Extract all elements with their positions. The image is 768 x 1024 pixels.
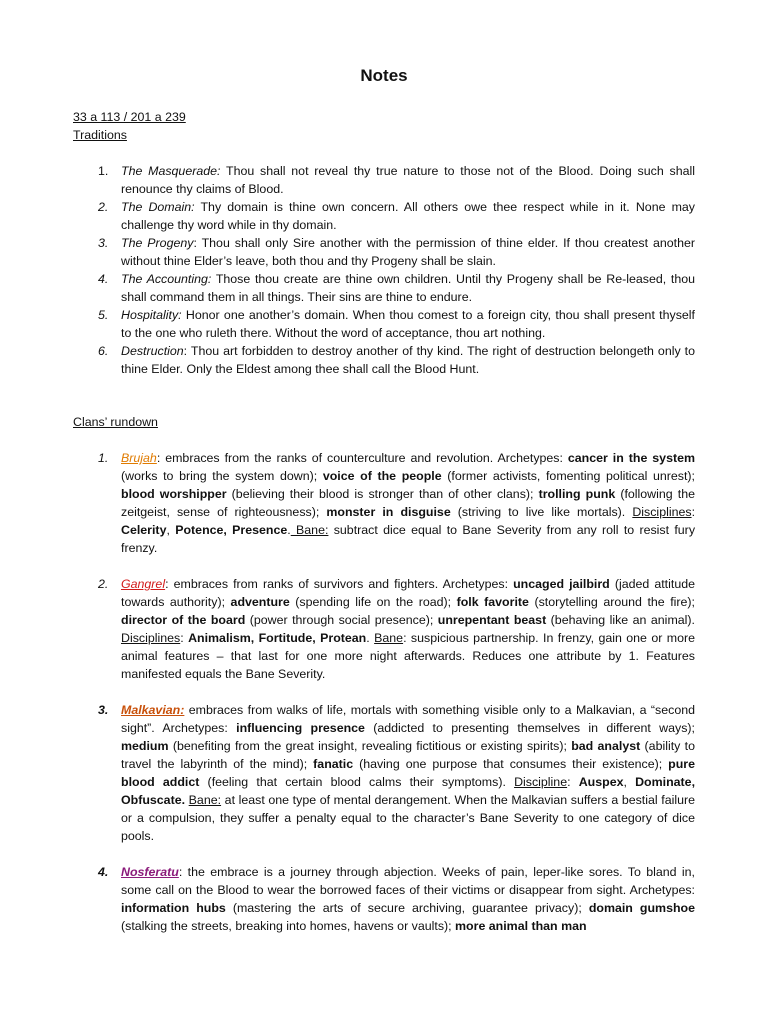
clan-text: : bbox=[567, 775, 579, 789]
clan-malkavian bbox=[73, 701, 695, 845]
page-title: Notes bbox=[360, 66, 408, 85]
tradition-text: Thou shall not reveal thy true nature to those not of the Blood. Doing such shall renounce thy claims of Blood. bbox=[121, 164, 695, 196]
archetype: director of the board bbox=[121, 613, 246, 627]
tradition-text: : Thou art forbidden to destroy another of thy kind. The right of destruction belongeth only to thine Elder. Only the Eldest among thee shall call the Blood Hunt. bbox=[121, 344, 695, 376]
clan-name: Brujah bbox=[121, 451, 157, 465]
tradition-item bbox=[73, 234, 695, 270]
disciplines-label: Disciplines bbox=[632, 505, 692, 519]
clan-text: (behaving like an animal). bbox=[546, 613, 695, 627]
discipline: Dominate, Obfuscate. bbox=[121, 775, 696, 807]
bane-label: Bane bbox=[374, 631, 404, 645]
tradition-item bbox=[73, 270, 695, 306]
tradition-name: The Progeny bbox=[121, 236, 194, 250]
clan-text: (works to bring the system down); bbox=[121, 469, 323, 483]
disciplines-label: Discipline bbox=[514, 775, 568, 789]
clan-text: (spending life on the road); bbox=[289, 595, 457, 609]
tradition-text: Honor one another’s domain. When thou comest to a foreign city, thou shall present thyself to the one who ruleth there. Without the word of acceptance, thou art nothing. bbox=[121, 308, 695, 340]
clan-text: subtract dice equal to Bane Severity from any roll to resist fury frenzy. bbox=[121, 523, 696, 555]
archetype: voice of the people bbox=[322, 469, 442, 483]
bane-label: Bane: bbox=[290, 523, 329, 537]
clan-name: Gangrel bbox=[121, 577, 166, 591]
clan-text: (feeling that certain blood calms their symptoms). bbox=[199, 775, 515, 789]
tradition-name: The Masquerade: bbox=[121, 164, 221, 178]
clan-text: (following the zeitgeist, sense of righteousness); bbox=[121, 487, 695, 519]
clan-text: (ability to travel the labyrinth of the mind); bbox=[121, 739, 695, 771]
tradition-name: The Accounting: bbox=[121, 272, 212, 286]
tradition-text: Thy domain is thine own concern. All others owe thee respect while in it. None may challenge thy word while in thy domain. bbox=[121, 200, 695, 232]
clan-text: : suspicious partnership. In frenzy, gain one or more animal features – that last for one more night afterwards. Reduces one attribute by 1. Features manifested equals the Bane Severity. bbox=[121, 631, 696, 681]
clan-text: (former activists, fomenting political unrest); bbox=[441, 469, 696, 483]
clan-number: 4. bbox=[98, 865, 109, 879]
clan-gangrel bbox=[73, 575, 695, 683]
archetype: information hubs bbox=[121, 901, 226, 915]
archetype: blood worshipper bbox=[121, 487, 227, 501]
archetype: uncaged jailbird bbox=[513, 577, 610, 591]
clan-text: at least one type of mental derangement. When the Malkavian suffers a bestial failure or a compulsion, they suffer a penalty equal to the character’s Bane Severity to one category of dice pools. bbox=[121, 793, 695, 843]
archetype: pure blood addict bbox=[121, 757, 695, 789]
traditions-list bbox=[73, 162, 695, 378]
clan-number: 3. bbox=[98, 703, 109, 717]
clan-text: , bbox=[166, 523, 176, 537]
tradition-item bbox=[73, 198, 695, 234]
clan-name: Nosferatu bbox=[121, 865, 179, 879]
clan-text: : the embrace is a journey through abjection. Weeks of pain, leper-like sores. To bland in, some call on the Blood to wear the borrowed faces of their victims or disappear from sight. Archetypes: bbox=[121, 865, 695, 897]
tradition-number: 4. bbox=[98, 272, 109, 286]
archetype: cancer in the system bbox=[567, 451, 695, 465]
clan-brujah bbox=[73, 449, 695, 557]
clan-text: : bbox=[691, 505, 696, 519]
archetype: folk favorite bbox=[456, 595, 529, 609]
tradition-number: 5. bbox=[98, 308, 109, 322]
clan-text: (storytelling around the fire); bbox=[528, 595, 695, 609]
archetype: adventure bbox=[230, 595, 290, 609]
clan-text: , bbox=[623, 775, 636, 789]
traditions-heading: Traditions bbox=[73, 128, 127, 142]
tradition-number: 3. bbox=[98, 236, 109, 250]
tradition-item bbox=[73, 306, 695, 342]
archetype: monster in disguise bbox=[326, 505, 451, 519]
discipline: Animalism, Fortitude, Protean bbox=[188, 631, 367, 645]
archetype: domain gumshoe bbox=[588, 901, 695, 915]
clan-text: : embraces from the ranks of counterculture and revolution. Archetypes: bbox=[156, 451, 568, 465]
archetype: influencing presence bbox=[236, 721, 365, 735]
tradition-item bbox=[73, 342, 695, 378]
clan-text: (benefiting from the great insight, revealing fictitious or existing spirits); bbox=[168, 739, 572, 753]
archetype: trolling punk bbox=[538, 487, 616, 501]
clan-number: 2. bbox=[98, 577, 109, 591]
archetype: more animal than man bbox=[455, 919, 587, 933]
disciplines-label: Disciplines bbox=[121, 631, 181, 645]
page-reference: 33 a 113 / 201 a 239 bbox=[73, 110, 186, 124]
clan-name: Malkavian: bbox=[121, 703, 185, 717]
tradition-name: Destruction bbox=[121, 344, 184, 358]
clan-text: (jaded attitude towards authority); bbox=[121, 577, 695, 609]
archetype: medium bbox=[121, 739, 169, 753]
tradition-item bbox=[73, 162, 695, 198]
tradition-text: Those thou create are thine own children. Until thy Progeny shall be Re-leased, thou shall command them in all things. Their sins are thine to endure. bbox=[121, 272, 695, 304]
tradition-name: Hospitality: bbox=[121, 308, 182, 322]
clan-text: (stalking the streets, breaking into homes, havens or vaults); bbox=[121, 919, 456, 933]
clan-number: 1. bbox=[98, 451, 109, 465]
clans-heading: Clans’ rundown bbox=[73, 415, 158, 429]
clan-text: . bbox=[366, 631, 375, 645]
discipline: Celerity bbox=[121, 523, 167, 537]
clan-text: (mastering the arts of secure archiving, guarantee privacy); bbox=[225, 901, 589, 915]
clan-nosferatu bbox=[73, 863, 695, 935]
clan-text: (believing their blood is stronger than of other clans); bbox=[226, 487, 539, 501]
clan-text: : embraces from ranks of survivors and fighters. Archetypes: bbox=[165, 577, 514, 591]
clan-text: embraces from walks of life, mortals with something visible only to a Malkavian, a “second sight”. Archetypes: bbox=[121, 703, 695, 735]
archetype: bad analyst bbox=[571, 739, 641, 753]
tradition-number: 6. bbox=[98, 344, 109, 358]
tradition-text: : Thou shall only Sire another with the permission of thine elder. If thou createst another without thine Elder’s leave, both thou and thy Progeny shall be slain. bbox=[121, 236, 695, 268]
bane-label: Bane: bbox=[188, 793, 222, 807]
clan-text: : bbox=[180, 631, 189, 645]
tradition-number: 2. bbox=[98, 200, 109, 214]
archetype: unrepentant beast bbox=[437, 613, 547, 627]
clan-text: (striving to live like mortals). bbox=[450, 505, 633, 519]
archetype: fanatic bbox=[313, 757, 354, 771]
tradition-name: The Domain: bbox=[121, 200, 195, 214]
clan-text: (power through social presence); bbox=[245, 613, 438, 627]
discipline: Auspex bbox=[578, 775, 624, 789]
tradition-number: 1. bbox=[98, 164, 109, 178]
clan-text: . bbox=[287, 523, 291, 537]
discipline: Potence, Presence bbox=[175, 523, 288, 537]
clan-text: (addicted to presenting themselves in different ways); bbox=[364, 721, 695, 735]
clan-text: (having one purpose that consumes their existence); bbox=[353, 757, 669, 771]
